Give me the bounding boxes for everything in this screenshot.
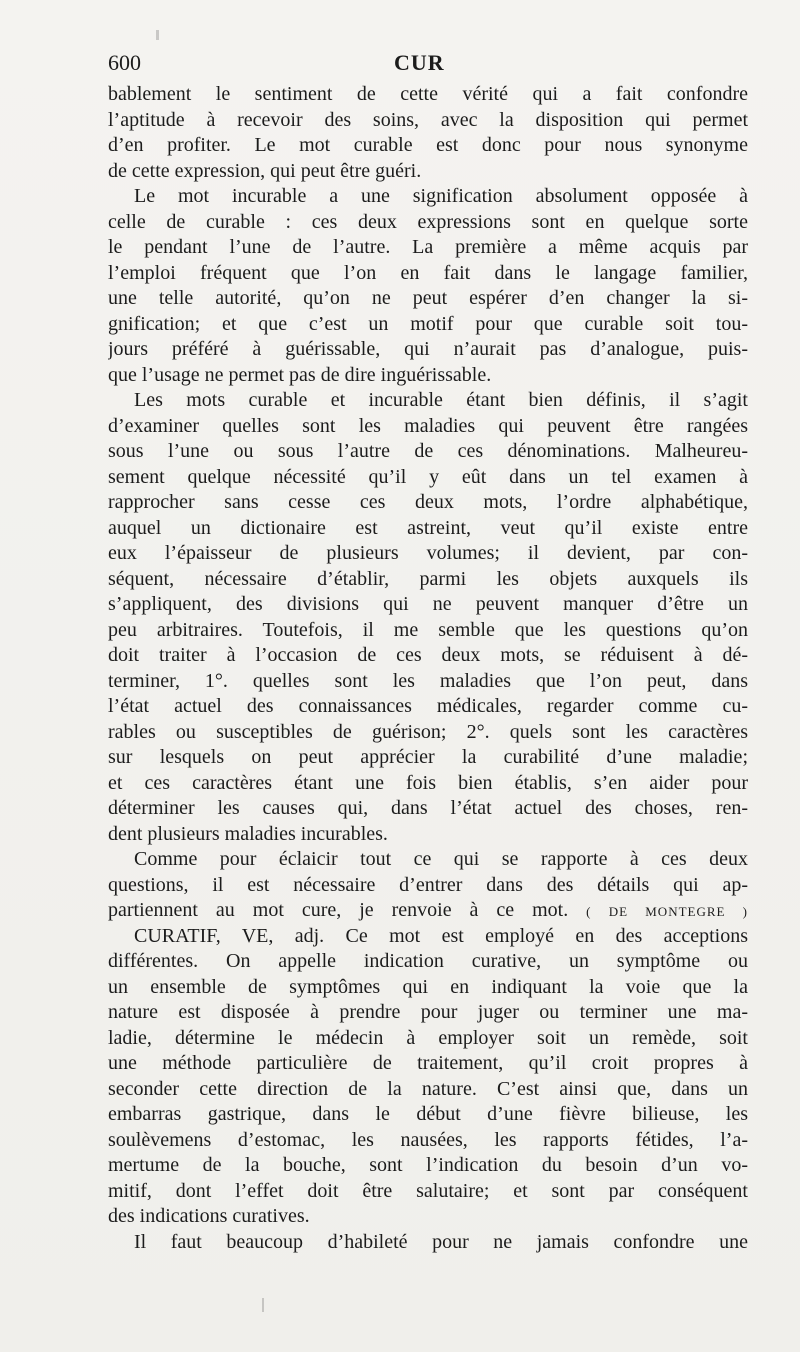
- scan-mark: [156, 30, 159, 40]
- scan-mark: [262, 1298, 264, 1312]
- text-line-content: embarras gastrique, dans le début d’une fièvre bilieuse, les: [108, 1103, 748, 1125]
- text-line: [108, 1153, 748, 1179]
- text-line: [108, 108, 748, 134]
- text-line: [108, 1026, 748, 1052]
- text-line-content: peu arbitraires. Toutefois, il me semble que les questions qu’on: [108, 618, 748, 641]
- text-line: [108, 210, 748, 236]
- text-line-content: le pendant l’une de l’autre. La première a même acquis par: [108, 236, 748, 258]
- text-line: [108, 975, 748, 1001]
- text-line: [108, 235, 748, 261]
- text-line: [108, 592, 748, 618]
- text-line-content: que l’usage ne permet pas de dire inguérissable.: [108, 363, 492, 386]
- text-line-content: déterminer les causes qui, dans l’état actuel des choses, ren-: [108, 797, 748, 819]
- page-header: [108, 50, 748, 78]
- text-line: [108, 1128, 748, 1154]
- text-line-content: de cette expression, qui peut être guéri.: [108, 159, 422, 182]
- text-line: [108, 363, 748, 389]
- text-line: [108, 669, 748, 695]
- text-line: [108, 1102, 748, 1128]
- text-line-content: sement quelque nécessité qu’il y eût dans un tel examen à: [108, 465, 748, 488]
- text-line-content: d’en profiter. Le mot curable est donc pour nous synonyme: [108, 134, 748, 156]
- text-line-content: seconder cette direction de la nature. C’est ainsi que, dans un: [108, 1077, 748, 1100]
- text-line-content: et ces caractères étant une fois bien établis, s’en aider pour: [108, 771, 748, 794]
- text-line-content: gnification; et que c’est un motif pour que curable soit tou-: [108, 312, 748, 335]
- text-line-content: Comme pour éclaicir tout ce qui se rapporte à ces deux: [134, 848, 748, 870]
- text-line: [108, 388, 748, 414]
- text-line-content: nature est disposée à prendre pour juger ou terminer une ma-: [108, 1001, 748, 1023]
- text-line: [108, 694, 748, 720]
- text-line-content: doit traiter à l’occasion de ces deux mots, se réduisent à dé-: [108, 644, 748, 666]
- text-line-content: mitif, dont l’effet doit être salutaire; et sont par conséquent: [108, 1179, 748, 1202]
- text-line: [108, 490, 748, 516]
- body-text: [108, 82, 748, 1255]
- text-line-content: un ensemble de symptômes qui en indiquant la voie que la: [108, 975, 748, 998]
- text-line-content: mertume de la bouche, sont l’indication du besoin d’un vo-: [108, 1154, 748, 1176]
- text-line: [108, 1204, 748, 1230]
- text-line: [108, 618, 748, 644]
- text-line: [108, 337, 748, 363]
- text-line-content: CURATIF, VE, adj. Ce mot est employé en des acceptions: [134, 924, 748, 947]
- text-line: [108, 567, 748, 593]
- text-line-content: s’appliquent, des divisions qui ne peuvent manquer d’être un: [108, 593, 748, 615]
- text-line: [108, 949, 748, 975]
- text-line: [108, 1230, 748, 1256]
- text-line: [108, 1000, 748, 1026]
- text-line-content: une telle autorité, qu’on ne peut espérer d’en changer la si-: [108, 287, 748, 309]
- author-signature: ( DE MONTEGRE ): [586, 904, 748, 919]
- text-line: [108, 898, 748, 924]
- text-line-content: celle de curable : ces deux expressions sont en quelque sorte: [108, 210, 748, 233]
- text-line-content: bablement le sentiment de cette vérité qui a fait confondre: [108, 83, 748, 105]
- text-line: [108, 1179, 748, 1205]
- text-line: [108, 133, 748, 159]
- text-line: [108, 847, 748, 873]
- text-line: [108, 822, 748, 848]
- text-line-content: sous l’une ou sous l’autre de ces dénominations. Malheureu-: [108, 440, 748, 462]
- text-line-content: l’emploi fréquent que l’on en fait dans le langage familier,: [108, 261, 748, 284]
- text-line-content: séquent, nécessaire d’établir, parmi les objets auxquels ils: [108, 567, 748, 590]
- text-line: [108, 286, 748, 312]
- text-line-content: Il faut beaucoup d’habileté pour ne jamais confondre une: [134, 1230, 748, 1253]
- text-line: [108, 516, 748, 542]
- text-line: [108, 643, 748, 669]
- text-line-content: partiennent au mot cure, je renvoie à ce mot.: [108, 899, 569, 921]
- text-line: [108, 796, 748, 822]
- text-line-content: sur lesquels on peut apprécier la curabilité d’une maladie;: [108, 746, 748, 768]
- text-line-content: rables ou susceptibles de guérison; 2°. quels sont les caractères: [108, 720, 748, 743]
- text-line: [108, 82, 748, 108]
- text-line: [108, 312, 748, 338]
- text-line-content: ladie, détermine le médecin à employer soit un remède, soit: [108, 1026, 748, 1049]
- text-line-content: terminer, 1°. quelles sont les maladies que l’on peut, dans: [108, 669, 748, 692]
- text-line: [108, 924, 748, 950]
- text-line: [108, 159, 748, 185]
- text-line: [108, 720, 748, 746]
- text-line-content: d’examiner quelles sont les maladies qui peuvent être rangées: [108, 414, 748, 437]
- text-line-content: des indications curatives.: [108, 1205, 310, 1227]
- text-line-content: rapprocher sans cesse ces deux mots, l’ordre alphabétique,: [108, 491, 748, 513]
- text-line-content: soulèvemens d’estomac, les nausées, les rapports fétides, l’a-: [108, 1128, 748, 1151]
- text-line: [108, 1051, 748, 1077]
- text-line-content: questions, il est nécessaire d’entrer dans des détails qui ap-: [108, 873, 748, 896]
- text-line: [108, 439, 748, 465]
- text-line-content: eux l’épaisseur de plusieurs volumes; il devient, par con-: [108, 542, 748, 564]
- text-line-content: Les mots curable et incurable étant bien définis, il s’agit: [134, 389, 748, 411]
- text-line-content: l’état actuel des connaissances médicales, regarder comme cu-: [108, 695, 748, 717]
- text-line: [108, 261, 748, 287]
- page-number: 600: [108, 50, 141, 75]
- text-line-content: Le mot incurable a une signification absolument opposée à: [134, 185, 748, 207]
- text-line-content: jours préféré à guérissable, qui n’aurait pas d’analogue, puis-: [108, 338, 748, 360]
- text-line: [108, 745, 748, 771]
- text-line: [108, 465, 748, 491]
- text-line-content: une méthode particulière de traitement, qu’il croit propres à: [108, 1052, 748, 1074]
- text-line: [108, 873, 748, 899]
- text-line: [108, 184, 748, 210]
- text-line: [108, 414, 748, 440]
- text-line-content: différentes. On appelle indication curative, un symptôme ou: [108, 950, 748, 972]
- text-line-content: auquel un dictionaire est astreint, veut qu’il existe entre: [108, 516, 748, 539]
- text-line-content: dent plusieurs maladies incurables.: [108, 822, 388, 845]
- running-head: CUR: [394, 50, 445, 75]
- text-line: [108, 541, 748, 567]
- text-line: [108, 1077, 748, 1103]
- text-line-content: l’aptitude à recevoir des soins, avec la disposition qui permet: [108, 108, 748, 131]
- text-line: [108, 771, 748, 797]
